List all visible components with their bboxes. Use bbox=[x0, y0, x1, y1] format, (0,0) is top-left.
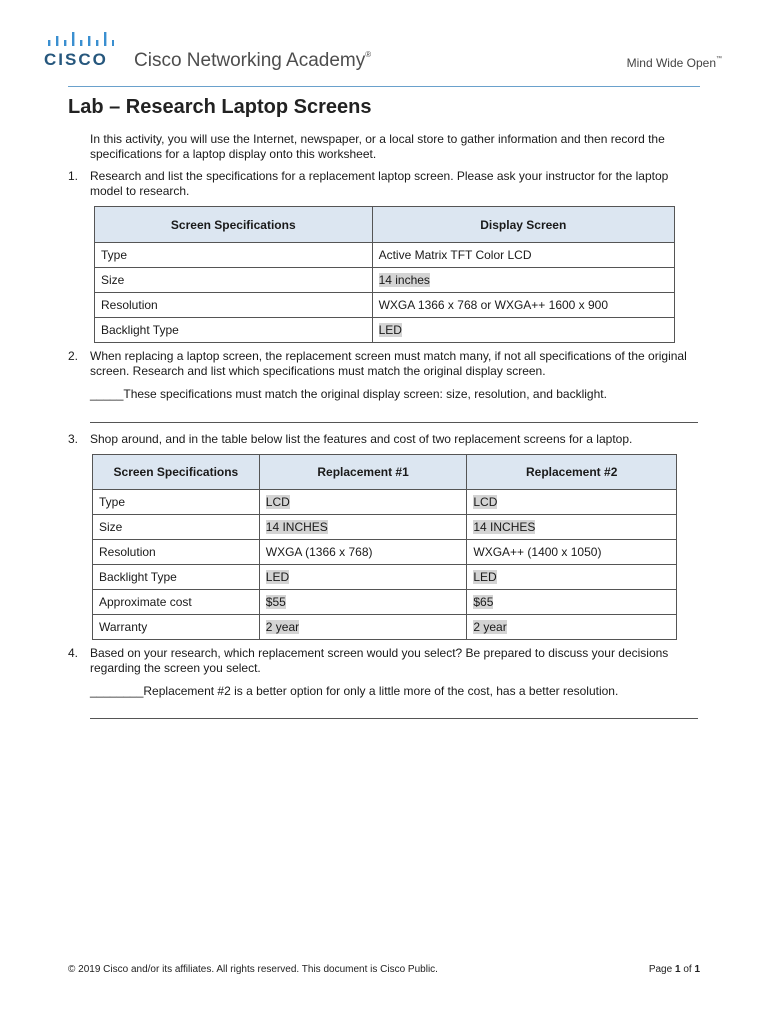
table-row bbox=[95, 268, 675, 293]
table-header-cell: Replacement #2 bbox=[467, 455, 677, 490]
step-3-number: 3. bbox=[68, 432, 79, 446]
page-title: Lab – Research Laptop Screens bbox=[68, 96, 372, 118]
table-cell bbox=[467, 490, 677, 515]
table-cell bbox=[467, 590, 677, 615]
table-header-row bbox=[95, 207, 675, 243]
table-cell: Size bbox=[93, 515, 260, 540]
step-4-answer: ________Replacement #2 is a better option for only a little more of the cost, has a better resolution. bbox=[90, 684, 619, 698]
table-row bbox=[93, 490, 677, 515]
answer-line bbox=[90, 422, 698, 423]
table-cell bbox=[467, 565, 677, 590]
highlighted-answer: 2 year bbox=[473, 620, 507, 634]
footer-page-number: Page 1 of 1 bbox=[648, 964, 700, 975]
cisco-bars-icon bbox=[46, 32, 114, 50]
highlighted-answer: LCD bbox=[265, 495, 290, 509]
highlighted-answer: LED bbox=[378, 323, 402, 337]
tagline: Mind Wide Open™ bbox=[626, 56, 722, 70]
table-cell: Resolution bbox=[93, 540, 260, 565]
table-cell: Approximate cost bbox=[93, 590, 260, 615]
page-header bbox=[44, 30, 724, 84]
highlighted-answer: 14 INCHES bbox=[473, 520, 536, 534]
highlighted-answer: LCD bbox=[473, 495, 498, 509]
table-cell bbox=[259, 490, 467, 515]
highlighted-answer: $65 bbox=[473, 595, 494, 609]
step-2-answer: _____These specifications must match the original display screen: size, resolution, and backlight. bbox=[90, 387, 607, 401]
highlighted-answer: LED bbox=[265, 570, 290, 584]
table-cell bbox=[259, 515, 467, 540]
footer-copyright: © 2019 Cisco and/or its affiliates. All rights reserved. This document is Cisco Public. bbox=[68, 964, 438, 975]
cisco-wordmark: CISCO bbox=[44, 50, 108, 69]
step-4-number: 4. bbox=[68, 646, 79, 660]
step-2-text: When replacing a laptop screen, the replacement screen must match many, if not all specifications of the original screen. Research and list which specifications must match the original display screen. bbox=[90, 349, 687, 378]
highlighted-answer: LED bbox=[473, 570, 497, 584]
table-row bbox=[95, 243, 675, 268]
step-1-number: 1. bbox=[68, 169, 79, 183]
table-cell bbox=[259, 590, 467, 615]
table-row bbox=[93, 565, 677, 590]
cisco-logo bbox=[44, 30, 116, 74]
table-row bbox=[93, 590, 677, 615]
table-header-cell: Screen Specifications bbox=[93, 455, 260, 490]
table-cell: WXGA 1366 x 768 or WXGA++ 1600 x 900 bbox=[372, 293, 674, 318]
table-header-row bbox=[93, 455, 677, 490]
step-4-text: Based on your research, which replacement screen would you select? Be prepared to discuss your decisions regarding the screen you select. bbox=[90, 646, 669, 675]
highlighted-answer: 2 year bbox=[265, 620, 300, 634]
table-cell: Size bbox=[95, 268, 373, 293]
table-header-cell: Screen Specifications bbox=[95, 207, 373, 243]
table-cell: Resolution bbox=[95, 293, 373, 318]
table-cell bbox=[467, 515, 677, 540]
table-cell bbox=[372, 318, 674, 343]
table-cell bbox=[372, 268, 674, 293]
table-cell: Active Matrix TFT Color LCD bbox=[372, 243, 674, 268]
step-1-text: Research and list the specifications for a replacement laptop screen. Please ask your instructor for the laptop model to research. bbox=[90, 169, 669, 198]
table-cell bbox=[467, 615, 677, 640]
table-row bbox=[95, 293, 675, 318]
table-cell: WXGA++ (1400 x 1050) bbox=[467, 540, 677, 565]
table-cell: Type bbox=[95, 243, 373, 268]
highlighted-answer: $55 bbox=[265, 595, 286, 609]
table-row bbox=[95, 318, 675, 343]
table-cell: Warranty bbox=[93, 615, 260, 640]
intro-paragraph: In this activity, you will use the Internet, newspaper, or a local store to gather information and then record the specifications for a laptop display onto this worksheet. bbox=[90, 132, 665, 161]
highlighted-answer: 14 INCHES bbox=[265, 520, 328, 534]
table-cell: Backlight Type bbox=[95, 318, 373, 343]
academy-name: Cisco Networking Academy® bbox=[134, 50, 372, 71]
table-cell: Type bbox=[93, 490, 260, 515]
table-cell: Backlight Type bbox=[93, 565, 260, 590]
highlighted-answer: 14 inches bbox=[378, 273, 430, 287]
step-3-text: Shop around, and in the table below list the features and cost of two replacement screens for a laptop. bbox=[90, 432, 633, 446]
table-header-cell: Display Screen bbox=[372, 207, 674, 243]
answer-line bbox=[90, 718, 698, 719]
table-row bbox=[93, 515, 677, 540]
display-spec-table bbox=[94, 206, 675, 343]
table-cell bbox=[259, 615, 467, 640]
header-divider bbox=[68, 86, 700, 87]
table-cell: WXGA (1366 x 768) bbox=[259, 540, 467, 565]
table-header-cell: Replacement #1 bbox=[259, 455, 467, 490]
replacement-comparison-table bbox=[92, 454, 677, 640]
table-cell bbox=[259, 565, 467, 590]
table-row bbox=[93, 615, 677, 640]
table-row bbox=[93, 540, 677, 565]
step-2-number: 2. bbox=[68, 349, 79, 363]
